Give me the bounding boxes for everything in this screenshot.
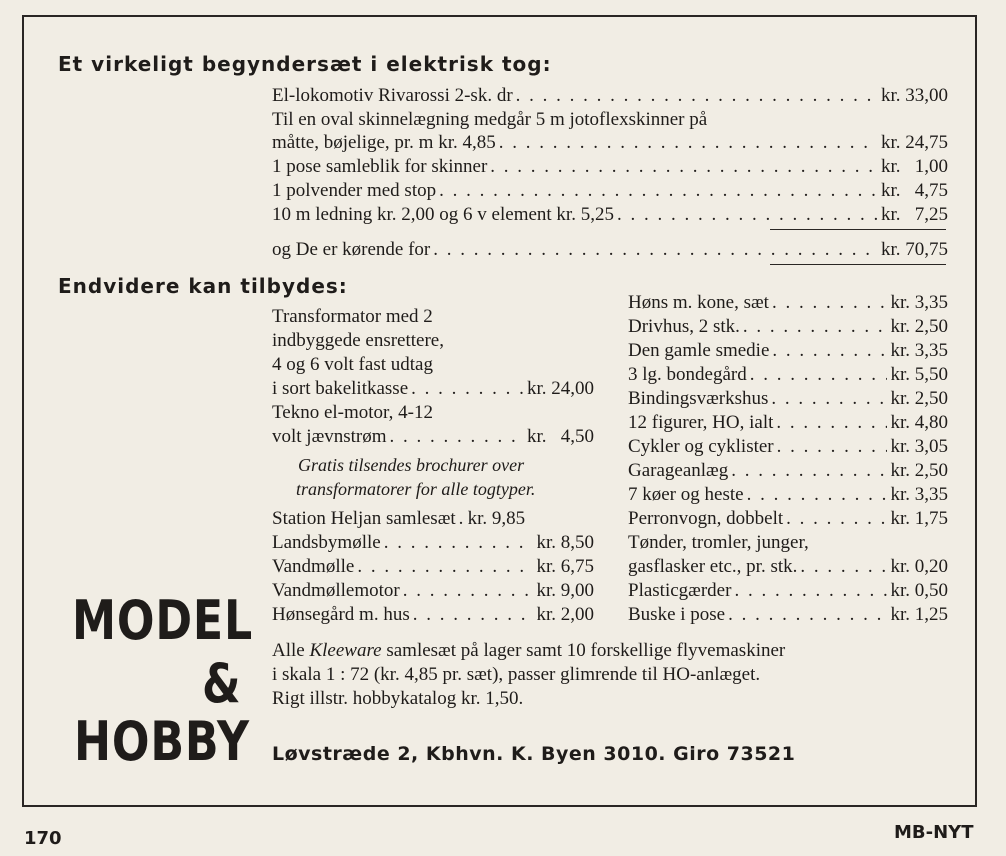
item-price: kr. 9,85 xyxy=(467,508,526,529)
item-price: kr. 3,35 xyxy=(890,340,948,361)
item-label: 1 pose samleblik for skinner xyxy=(272,156,488,177)
item-price: kr. 4,50 xyxy=(526,426,594,447)
section1-total xyxy=(272,238,948,262)
item-label: Plasticgærder xyxy=(628,580,732,601)
dot-leader xyxy=(433,238,878,262)
dot-leader xyxy=(439,179,878,203)
section1-item-tracks-line: Til en oval skinnelægning medgår 5 m jotoflexskinner på xyxy=(272,109,708,130)
transformer-line-2: indbyggede ensrettere, xyxy=(272,330,444,351)
kleeware-brand: Kleeware xyxy=(309,640,382,661)
right-item-timber-house xyxy=(628,387,948,411)
dot-leader xyxy=(777,435,888,459)
item-label: Garageanlæg xyxy=(628,460,729,481)
dot-leader xyxy=(771,387,887,411)
item-price: kr. 0,50 xyxy=(890,580,948,601)
item-label: Høns m. kone, sæt xyxy=(628,292,769,313)
item-price: kr. 24,75 xyxy=(880,132,948,153)
transformer-line-1: Transformator med 2 xyxy=(272,306,433,327)
store-address: Løvstræde 2, Kbhvn. K. Byen 3010. Giro 73521 xyxy=(272,743,796,765)
left-item-station xyxy=(272,507,594,531)
item-price: kr. 1,75 xyxy=(890,508,948,529)
item-label: Vandmølle xyxy=(272,556,355,577)
logo-model: MODEL xyxy=(72,589,254,652)
item-price: kr. 2,50 xyxy=(890,388,948,409)
left-item-watermill xyxy=(272,555,594,579)
kleeware-line-2: i skala 1 : 72 (kr. 4,85 pr. sæt), passer glimrende til HO-anlæget. xyxy=(272,664,761,685)
dot-leader xyxy=(357,555,533,579)
dot-leader xyxy=(776,411,887,435)
item-price: kr. 6,75 xyxy=(536,556,594,577)
right-item-platform-wagon xyxy=(628,507,948,531)
section1-item-wire xyxy=(272,203,948,227)
dot-leader xyxy=(800,555,887,579)
dot-leader xyxy=(734,579,887,603)
kleeware-line-3: Rigt illstr. hobbykatalog kr. 1,50. xyxy=(272,688,524,709)
item-label: 3 lg. bondegård xyxy=(628,364,747,385)
section1-item-reverser xyxy=(272,179,948,203)
item-label: Buske i pose xyxy=(628,604,726,625)
right-item-cyclists xyxy=(628,435,948,459)
item-price: kr. 7,25 xyxy=(880,204,948,225)
item-label: måtte, bøjelige, pr. m kr. 4,85 xyxy=(272,132,496,153)
item-label: El-lokomotiv Rivarossi 2-sk. dr xyxy=(272,85,513,106)
item-price: kr. 4,75 xyxy=(880,180,948,201)
dot-leader xyxy=(731,459,887,483)
subtotal-rule xyxy=(770,229,946,230)
right-item-figures xyxy=(628,411,948,435)
item-price: kr. 2,50 xyxy=(890,460,948,481)
item-label: i sort bakelitkasse xyxy=(272,378,409,399)
item-label: Landsbymølle xyxy=(272,532,381,553)
section1-item-locomotive xyxy=(272,84,948,108)
logo-hobby: HOBBY xyxy=(74,710,250,773)
dot-leader xyxy=(411,377,524,401)
dot-leader xyxy=(772,339,887,363)
dot-leader xyxy=(772,291,888,315)
dot-leader xyxy=(499,131,878,155)
section1-item-tin xyxy=(272,155,948,179)
dot-leader xyxy=(403,579,534,603)
dot-leader xyxy=(390,425,524,449)
total-price: kr. 70,75 xyxy=(880,239,948,260)
right-item-smithy xyxy=(628,339,948,363)
item-label: Drivhus, 2 stk. xyxy=(628,316,740,337)
item-label: 10 m ledning kr. 2,00 og 6 v element kr. 5,25 xyxy=(272,204,614,225)
dot-leader xyxy=(490,155,878,179)
left-item-mill xyxy=(272,531,594,555)
item-label: 1 polvender med stop xyxy=(272,180,437,201)
item-label: Vandmøllemotor xyxy=(272,580,400,601)
motor-line: Tekno el-motor, 4-12 xyxy=(272,402,433,423)
motor-price-row xyxy=(272,425,594,449)
item-price: kr. 3,05 xyxy=(890,436,948,457)
right-item-fences xyxy=(628,579,948,603)
item-label: volt jævnstrøm xyxy=(272,426,387,447)
item-price: kr. 8,50 xyxy=(536,532,594,553)
dot-leader xyxy=(516,84,878,108)
item-label: Bindingsværkshus xyxy=(628,388,769,409)
item-label: gasflasker etc., pr. stk. xyxy=(628,556,798,577)
item-label: Hønsegård m. hus xyxy=(272,604,410,625)
item-price: kr. 1,25 xyxy=(890,604,948,625)
magazine-name: MB-NYT xyxy=(894,822,974,843)
left-item-henhouse xyxy=(272,603,594,627)
barrels-line: Tønder, tromler, junger, xyxy=(628,532,809,553)
item-price: kr. 3,35 xyxy=(890,484,948,505)
dot-leader xyxy=(384,531,534,555)
dot-leader xyxy=(786,507,887,531)
item-price: kr. 33,00 xyxy=(880,85,948,106)
section1-item-tracks xyxy=(272,131,948,155)
left-item-watermill-motor xyxy=(272,579,594,603)
right-item-farm xyxy=(628,363,948,387)
item-price: kr. 2,50 xyxy=(890,316,948,337)
item-label: 7 køer og heste xyxy=(628,484,744,505)
right-item-garage xyxy=(628,459,948,483)
total-rule xyxy=(770,264,946,265)
item-price: kr. 5,50 xyxy=(890,364,948,385)
item-label: Station Heljan samlesæt xyxy=(272,508,456,529)
transformer-line-3: 4 og 6 volt fast udtag xyxy=(272,354,433,375)
total-label: og De er kørende for xyxy=(272,239,431,260)
right-item-animals xyxy=(628,483,948,507)
section1-heading: Et virkeligt begyndersæt i elektrisk tog: xyxy=(58,52,552,76)
brochure-note-line-1: Gratis tilsendes brochurer over xyxy=(298,455,525,475)
item-price: kr. 0,20 xyxy=(890,556,948,577)
right-item-bushes xyxy=(628,603,948,627)
item-price: kr. 9,00 xyxy=(536,580,594,601)
item-price: kr. 4,80 xyxy=(890,412,948,433)
right-item-hens xyxy=(628,291,948,315)
dot-leader xyxy=(750,363,888,387)
transformer-price-row xyxy=(272,377,594,401)
item-price: kr. 24,00 xyxy=(526,378,594,399)
right-item-greenhouse xyxy=(628,315,948,339)
page-number: 170 xyxy=(24,828,62,849)
item-label: 12 figurer, HO, ialt xyxy=(628,412,774,433)
kleeware-text-before: Alle xyxy=(272,640,310,661)
item-label: Perronvogn, dobbelt xyxy=(628,508,784,529)
dot-leader xyxy=(728,603,887,627)
logo-ampersand: & xyxy=(202,652,242,715)
dot-leader xyxy=(743,315,888,339)
item-label: Den gamle smedie xyxy=(628,340,770,361)
dot-leader xyxy=(459,507,465,531)
item-price: kr. 1,00 xyxy=(880,156,948,177)
dot-leader xyxy=(617,203,878,227)
item-price: kr. 3,35 xyxy=(890,292,948,313)
dot-leader xyxy=(747,483,888,507)
brochure-note-line-2: transformatorer for alle togtyper. xyxy=(296,479,536,499)
item-label: Cykler og cyklister xyxy=(628,436,774,457)
right-item-barrels xyxy=(628,555,948,579)
kleeware-text-after: samlesæt på lager samt 10 forskellige flyvemaskiner xyxy=(381,640,786,661)
item-price: kr. 2,00 xyxy=(536,604,594,625)
kleeware-line-1 xyxy=(272,639,785,663)
section2-heading: Endvidere kan tilbydes: xyxy=(58,274,348,298)
dot-leader xyxy=(413,603,534,627)
